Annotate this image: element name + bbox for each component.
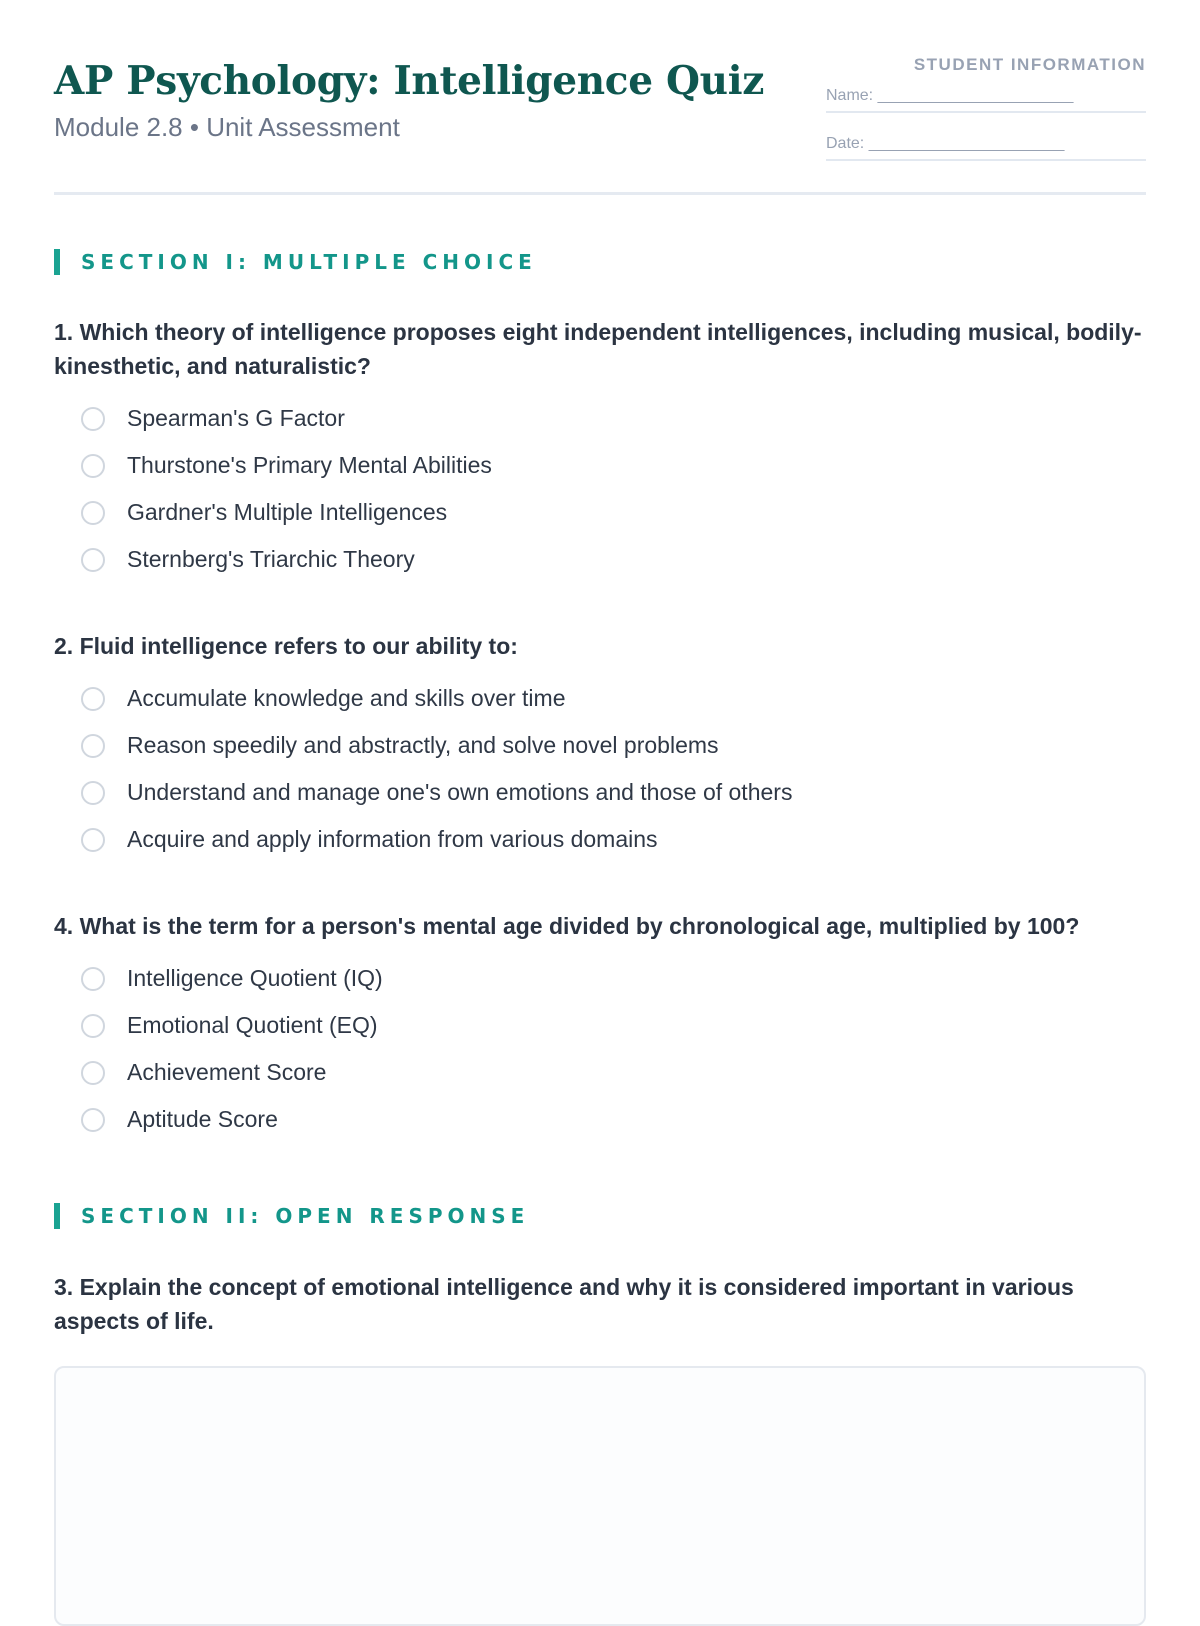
option-list [54, 395, 1146, 583]
radio-button[interactable] [81, 1014, 105, 1038]
question-3 [54, 1270, 1146, 1338]
student-info-heading: STUDENT INFORMATION [913, 55, 1146, 74]
option-item[interactable] [54, 816, 1146, 863]
radio-button[interactable] [81, 407, 105, 431]
section-heading-open-response: SECTION II: OPEN RESPONSE [54, 1203, 529, 1229]
option-list [54, 675, 1146, 863]
question-1 [54, 315, 1146, 583]
name-field[interactable]: Name: ______________________ [826, 87, 1146, 113]
option-item[interactable] [54, 1002, 1146, 1049]
option-label: Intelligence Quotient (IQ) [127, 965, 383, 991]
option-item[interactable] [54, 769, 1146, 816]
question-text: 4. What is the term for a person's mental age divided by chronological age, multiplied by 100? [54, 913, 1080, 939]
option-label: Spearman's G Factor [127, 405, 345, 431]
option-item[interactable] [54, 536, 1146, 583]
question-text: 2. Fluid intelligence refers to our ability to: [54, 633, 518, 659]
option-item[interactable] [54, 1049, 1146, 1096]
radio-button[interactable] [81, 734, 105, 758]
date-field[interactable]: Date: ______________________ [826, 135, 1146, 161]
radio-button[interactable] [81, 454, 105, 478]
option-list [54, 955, 1146, 1143]
section-heading-multiple-choice: SECTION I: MULTIPLE CHOICE [54, 249, 537, 275]
option-label: Aptitude Score [127, 1106, 278, 1132]
option-label: Thurstone's Primary Mental Abilities [127, 452, 492, 478]
option-item[interactable] [54, 955, 1146, 1002]
option-label: Understand and manage one's own emotions and those of others [127, 779, 793, 805]
radio-button[interactable] [81, 1108, 105, 1132]
radio-button[interactable] [81, 548, 105, 572]
option-item[interactable] [54, 489, 1146, 536]
option-item[interactable] [54, 442, 1146, 489]
header-divider [54, 192, 1146, 195]
radio-button[interactable] [81, 687, 105, 711]
radio-button[interactable] [81, 781, 105, 805]
option-label: Sternberg's Triarchic Theory [127, 546, 415, 572]
option-label: Gardner's Multiple Intelligences [127, 499, 448, 525]
option-label: Acquire and apply information from various domains [127, 826, 658, 852]
option-item[interactable] [54, 722, 1146, 769]
radio-button[interactable] [81, 501, 105, 525]
question-text: 3. Explain the concept of emotional intelligence and why it is considered important in various aspects of life. [54, 1274, 1074, 1334]
page-title: AP Psychology: Intelligence Quiz [54, 58, 765, 104]
option-label: Reason speedily and abstractly, and solve novel problems [127, 732, 719, 758]
radio-button[interactable] [81, 1061, 105, 1085]
option-item[interactable] [54, 1096, 1146, 1143]
student-information [826, 55, 1146, 161]
page-subtitle: Module 2.8 • Unit Assessment [54, 112, 400, 142]
question-text: 1. Which theory of intelligence proposes eight independent intelligences, including musical, bodily-kinesthetic, and naturalistic? [54, 319, 1142, 379]
option-label: Accumulate knowledge and skills over time [127, 685, 566, 711]
option-item[interactable] [54, 675, 1146, 722]
option-label: Emotional Quotient (EQ) [127, 1012, 378, 1038]
question-2 [54, 629, 1146, 863]
radio-button[interactable] [81, 967, 105, 991]
open-response-answer-box[interactable] [54, 1366, 1146, 1626]
radio-button[interactable] [81, 828, 105, 852]
page-header [54, 0, 1146, 195]
question-4 [54, 909, 1146, 1143]
option-item[interactable] [54, 395, 1146, 442]
option-label: Achievement Score [127, 1059, 327, 1085]
